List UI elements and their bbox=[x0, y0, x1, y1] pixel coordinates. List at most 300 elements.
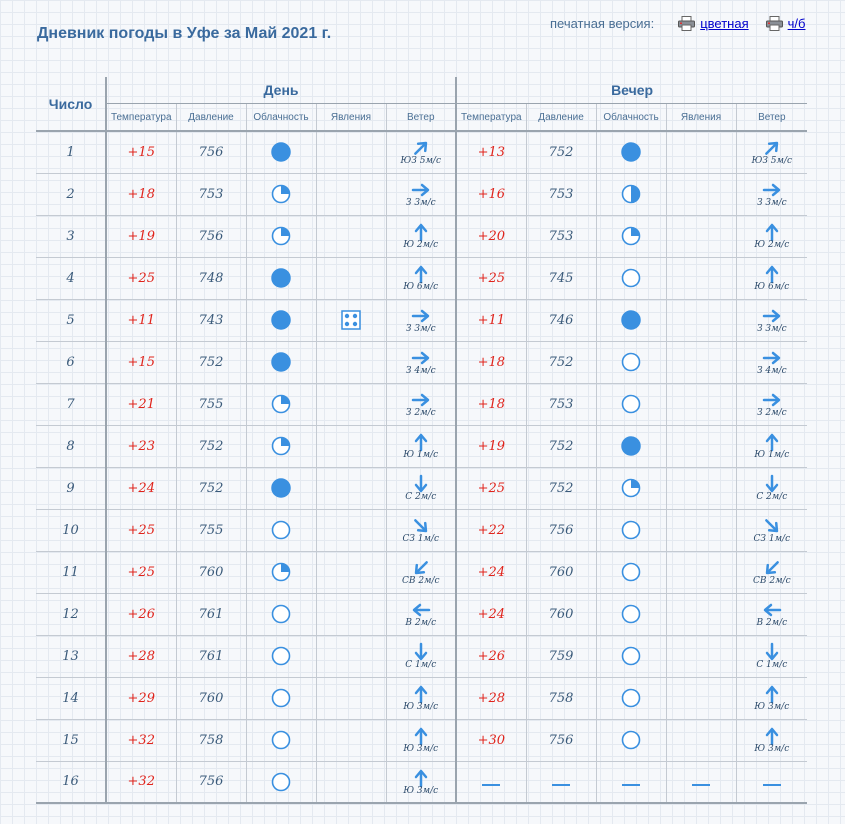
wind-arrow-icon bbox=[762, 264, 782, 284]
evening-wind-label: З 2м/с bbox=[756, 408, 787, 418]
day-number: 12 bbox=[36, 593, 106, 635]
evening-wind bbox=[736, 551, 807, 593]
day-pressure: 752 bbox=[176, 425, 246, 467]
table-row bbox=[36, 593, 807, 635]
evening-pressure: 746 bbox=[526, 299, 596, 341]
day-temperature: +32 bbox=[106, 719, 176, 761]
evening-temperature: +16 bbox=[456, 173, 526, 215]
wind-arrow-icon bbox=[762, 432, 782, 452]
cloud-partly-icon bbox=[621, 226, 641, 246]
day-wind bbox=[386, 677, 456, 719]
day-pressure: 752 bbox=[176, 341, 246, 383]
evening-wind-label: З 4м/с bbox=[756, 366, 787, 376]
empty-cell bbox=[666, 761, 736, 803]
evening-cloudiness bbox=[596, 215, 666, 257]
cloud-clear-icon bbox=[621, 688, 641, 708]
day-number: 9 bbox=[36, 467, 106, 509]
print-bw-link-label[interactable]: ч/б bbox=[787, 16, 806, 31]
day-temperature: +15 bbox=[106, 341, 176, 383]
print-color-link-label[interactable]: цветная bbox=[700, 16, 749, 31]
wind-arrow-icon bbox=[411, 138, 431, 158]
day-temperature: +11 bbox=[106, 299, 176, 341]
day-wind-label: СЗ 1м/с bbox=[402, 534, 440, 544]
table-row bbox=[36, 299, 807, 341]
evening-wind-label: С 2м/с bbox=[756, 492, 788, 502]
wind-arrow-icon bbox=[762, 390, 782, 410]
cloud-clear-icon bbox=[271, 688, 291, 708]
dash-icon bbox=[763, 784, 781, 786]
day-pressure: 753 bbox=[176, 173, 246, 215]
wind-arrow-icon bbox=[762, 306, 782, 326]
day-wind bbox=[386, 593, 456, 635]
day-wind-label: З 3м/с bbox=[405, 324, 436, 334]
day-phenomena bbox=[316, 299, 386, 341]
evening-temperature: +13 bbox=[456, 131, 526, 173]
cloud-partly-icon bbox=[271, 394, 291, 414]
table-row bbox=[36, 173, 807, 215]
day-temperature: +26 bbox=[106, 593, 176, 635]
table-row bbox=[36, 341, 807, 383]
day-pressure: 755 bbox=[176, 383, 246, 425]
day-wind bbox=[386, 173, 456, 215]
evening-cloudiness bbox=[596, 509, 666, 551]
day-cloudiness bbox=[246, 593, 316, 635]
evening-wind bbox=[736, 425, 807, 467]
evening-phenomena bbox=[666, 131, 736, 173]
wind-arrow-icon bbox=[762, 600, 782, 620]
evening-wind-label: Ю 6м/с bbox=[754, 282, 790, 292]
evening-pressure: 756 bbox=[526, 719, 596, 761]
day-wind-label: Ю 3м/с bbox=[403, 702, 439, 712]
day-phenomena bbox=[316, 173, 386, 215]
empty-cell bbox=[596, 761, 666, 803]
day-wind bbox=[386, 257, 456, 299]
day-wind bbox=[386, 131, 456, 173]
wind-arrow-icon bbox=[762, 348, 782, 368]
wind-arrow-icon bbox=[762, 516, 782, 536]
day-pressure: 743 bbox=[176, 299, 246, 341]
evening-temperature: +18 bbox=[456, 341, 526, 383]
day-pressure: 756 bbox=[176, 131, 246, 173]
day-phenomena bbox=[316, 719, 386, 761]
day-cloudiness bbox=[246, 551, 316, 593]
day-number: 15 bbox=[36, 719, 106, 761]
day-pressure: 756 bbox=[176, 215, 246, 257]
cloud-clear-icon bbox=[621, 520, 641, 540]
table-row bbox=[36, 551, 807, 593]
table-row bbox=[36, 509, 807, 551]
day-pressure: 761 bbox=[176, 593, 246, 635]
day-cloudiness bbox=[246, 215, 316, 257]
evening-wind bbox=[736, 341, 807, 383]
cloud-half-icon bbox=[621, 184, 641, 204]
table-row bbox=[36, 215, 807, 257]
wind-arrow-icon bbox=[411, 390, 431, 410]
cloud-partly-icon bbox=[271, 436, 291, 456]
weather-diary-table bbox=[36, 77, 807, 804]
evening-wind bbox=[736, 593, 807, 635]
evening-cloudiness bbox=[596, 719, 666, 761]
table-row bbox=[36, 131, 807, 173]
day-cloudiness bbox=[246, 131, 316, 173]
day-number: 13 bbox=[36, 635, 106, 677]
cloud-clear-icon bbox=[621, 730, 641, 750]
day-wind bbox=[386, 425, 456, 467]
evening-phenomena bbox=[666, 635, 736, 677]
print-color-link[interactable] bbox=[678, 16, 748, 31]
table-row bbox=[36, 635, 807, 677]
day-wind bbox=[386, 467, 456, 509]
printer-icon bbox=[766, 16, 783, 31]
day-number: 7 bbox=[36, 383, 106, 425]
evening-wind-label: Ю 1м/с bbox=[754, 450, 790, 460]
day-phenomena bbox=[316, 635, 386, 677]
day-temperature: +15 bbox=[106, 131, 176, 173]
day-number: 1 bbox=[36, 131, 106, 173]
day-phenomena bbox=[316, 677, 386, 719]
col-temp-evening: Температура bbox=[456, 104, 526, 132]
evening-pressure: 760 bbox=[526, 593, 596, 635]
print-version bbox=[550, 16, 805, 31]
day-pressure: 752 bbox=[176, 467, 246, 509]
cloud-overcast-icon bbox=[271, 478, 291, 498]
evening-temperature: +20 bbox=[456, 215, 526, 257]
evening-pressure: 753 bbox=[526, 383, 596, 425]
evening-wind-label: З 3м/с bbox=[756, 324, 787, 334]
day-phenomena bbox=[316, 509, 386, 551]
wind-arrow-icon bbox=[411, 222, 431, 242]
evening-phenomena bbox=[666, 383, 736, 425]
cloud-clear-icon bbox=[271, 730, 291, 750]
evening-temperature: +30 bbox=[456, 719, 526, 761]
cloud-clear-icon bbox=[271, 772, 291, 792]
day-phenomena bbox=[316, 383, 386, 425]
evening-phenomena bbox=[666, 299, 736, 341]
day-number: 5 bbox=[36, 299, 106, 341]
dash-icon bbox=[552, 784, 570, 786]
day-phenomena bbox=[316, 467, 386, 509]
evening-temperature: +18 bbox=[456, 383, 526, 425]
day-cloudiness bbox=[246, 677, 316, 719]
day-cloudiness bbox=[246, 299, 316, 341]
day-wind-label: З 4м/с bbox=[405, 366, 436, 376]
day-pressure: 760 bbox=[176, 551, 246, 593]
day-wind bbox=[386, 719, 456, 761]
evening-temperature: +26 bbox=[456, 635, 526, 677]
col-wind-day: Ветер bbox=[386, 104, 456, 132]
day-phenomena bbox=[316, 131, 386, 173]
evening-wind-label: В 2м/с bbox=[756, 618, 788, 628]
day-wind bbox=[386, 551, 456, 593]
evening-wind bbox=[736, 719, 807, 761]
evening-pressure: 753 bbox=[526, 215, 596, 257]
day-pressure: 755 bbox=[176, 509, 246, 551]
print-label: печатная версия: bbox=[550, 16, 655, 31]
day-wind bbox=[386, 635, 456, 677]
day-number: 14 bbox=[36, 677, 106, 719]
cloud-overcast-icon bbox=[271, 352, 291, 372]
evening-phenomena bbox=[666, 593, 736, 635]
day-wind bbox=[386, 383, 456, 425]
day-number: 6 bbox=[36, 341, 106, 383]
col-pressure-day: Давление bbox=[176, 104, 246, 132]
evening-phenomena bbox=[666, 257, 736, 299]
day-wind-label: З 2м/с bbox=[405, 408, 436, 418]
wind-arrow-icon bbox=[411, 558, 431, 578]
evening-phenomena bbox=[666, 677, 736, 719]
day-wind-label: Ю 6м/с bbox=[403, 282, 439, 292]
number-header: Число bbox=[36, 77, 106, 131]
day-temperature: +25 bbox=[106, 257, 176, 299]
evening-wind bbox=[736, 383, 807, 425]
wind-arrow-icon bbox=[411, 474, 431, 494]
evening-wind bbox=[736, 173, 807, 215]
day-phenomena bbox=[316, 593, 386, 635]
cloud-clear-icon bbox=[621, 604, 641, 624]
day-pressure: 758 bbox=[176, 719, 246, 761]
wind-arrow-icon bbox=[411, 432, 431, 452]
day-temperature: +25 bbox=[106, 509, 176, 551]
day-phenomena bbox=[316, 341, 386, 383]
empty-cell bbox=[736, 761, 807, 803]
evening-cloudiness bbox=[596, 173, 666, 215]
table-row bbox=[36, 257, 807, 299]
day-wind bbox=[386, 299, 456, 341]
day-wind-label: Ю 1м/с bbox=[403, 450, 439, 460]
day-temperature: +18 bbox=[106, 173, 176, 215]
cloud-clear-icon bbox=[271, 646, 291, 666]
day-cloudiness bbox=[246, 761, 316, 803]
rain-icon bbox=[341, 310, 361, 330]
evening-pressure: 752 bbox=[526, 425, 596, 467]
wind-arrow-icon bbox=[411, 600, 431, 620]
day-wind-label: СВ 2м/с bbox=[401, 576, 440, 586]
evening-header: Вечер bbox=[456, 77, 807, 104]
empty-cell bbox=[526, 761, 596, 803]
cloud-overcast-icon bbox=[271, 142, 291, 162]
table-row bbox=[36, 761, 807, 803]
wind-arrow-icon bbox=[411, 264, 431, 284]
dash-icon bbox=[622, 784, 640, 786]
wind-arrow-icon bbox=[762, 138, 782, 158]
evening-cloudiness bbox=[596, 131, 666, 173]
cloud-clear-icon bbox=[621, 394, 641, 414]
day-phenomena bbox=[316, 425, 386, 467]
evening-temperature: +11 bbox=[456, 299, 526, 341]
day-pressure: 756 bbox=[176, 761, 246, 803]
evening-wind bbox=[736, 467, 807, 509]
evening-pressure: 753 bbox=[526, 173, 596, 215]
evening-wind bbox=[736, 677, 807, 719]
evening-temperature: +28 bbox=[456, 677, 526, 719]
evening-wind-label: Ю 2м/с bbox=[754, 240, 790, 250]
day-wind-label: Ю 2м/с bbox=[403, 240, 439, 250]
day-temperature: +24 bbox=[106, 467, 176, 509]
table-row bbox=[36, 719, 807, 761]
wind-arrow-icon bbox=[762, 726, 782, 746]
evening-temperature: +24 bbox=[456, 551, 526, 593]
day-cloudiness bbox=[246, 341, 316, 383]
day-phenomena bbox=[316, 215, 386, 257]
evening-cloudiness bbox=[596, 257, 666, 299]
col-temp-day: Температура bbox=[106, 104, 176, 132]
cloud-clear-icon bbox=[621, 562, 641, 582]
day-wind-label: В 2м/с bbox=[405, 618, 437, 628]
evening-wind bbox=[736, 299, 807, 341]
day-cloudiness bbox=[246, 425, 316, 467]
col-cloud-evening: Облачность bbox=[596, 104, 666, 132]
cloud-overcast-icon bbox=[621, 310, 641, 330]
day-header: День bbox=[106, 77, 456, 104]
evening-cloudiness bbox=[596, 635, 666, 677]
cloud-clear-icon bbox=[621, 268, 641, 288]
table-row bbox=[36, 677, 807, 719]
day-wind bbox=[386, 761, 456, 803]
day-number: 16 bbox=[36, 761, 106, 803]
day-number: 3 bbox=[36, 215, 106, 257]
day-wind bbox=[386, 341, 456, 383]
evening-phenomena bbox=[666, 509, 736, 551]
cloud-partly-icon bbox=[271, 226, 291, 246]
day-wind-label: С 1м/с bbox=[405, 660, 437, 670]
wind-arrow-icon bbox=[762, 642, 782, 662]
evening-phenomena bbox=[666, 341, 736, 383]
evening-wind bbox=[736, 215, 807, 257]
day-temperature: +19 bbox=[106, 215, 176, 257]
evening-pressure: 758 bbox=[526, 677, 596, 719]
evening-cloudiness bbox=[596, 383, 666, 425]
wind-arrow-icon bbox=[762, 684, 782, 704]
day-number: 10 bbox=[36, 509, 106, 551]
evening-temperature: +24 bbox=[456, 593, 526, 635]
day-cloudiness bbox=[246, 467, 316, 509]
day-wind bbox=[386, 215, 456, 257]
cloud-overcast-icon bbox=[621, 142, 641, 162]
day-pressure: 760 bbox=[176, 677, 246, 719]
evening-wind-label: ЮЗ 5м/с bbox=[751, 156, 793, 167]
day-temperature: +28 bbox=[106, 635, 176, 677]
evening-phenomena bbox=[666, 551, 736, 593]
day-temperature: +29 bbox=[106, 677, 176, 719]
wind-arrow-icon bbox=[762, 474, 782, 494]
evening-phenomena bbox=[666, 215, 736, 257]
wind-arrow-icon bbox=[411, 516, 431, 536]
empty-cell bbox=[456, 761, 526, 803]
cloud-partly-icon bbox=[271, 184, 291, 204]
cloud-partly-icon bbox=[271, 562, 291, 582]
evening-cloudiness bbox=[596, 341, 666, 383]
evening-cloudiness bbox=[596, 467, 666, 509]
page-title: Дневник погоды в Уфе за Май 2021 г. bbox=[37, 25, 332, 42]
evening-temperature: +25 bbox=[456, 467, 526, 509]
cloud-overcast-icon bbox=[271, 268, 291, 288]
day-cloudiness bbox=[246, 383, 316, 425]
wind-arrow-icon bbox=[411, 726, 431, 746]
printer-icon bbox=[678, 16, 695, 31]
wind-arrow-icon bbox=[411, 180, 431, 200]
dash-icon bbox=[692, 784, 710, 786]
day-wind-label: ЮЗ 5м/с bbox=[400, 156, 442, 167]
evening-pressure: 756 bbox=[526, 509, 596, 551]
wind-arrow-icon bbox=[762, 558, 782, 578]
day-cloudiness bbox=[246, 635, 316, 677]
day-wind bbox=[386, 509, 456, 551]
evening-wind-label: СВ 2м/с bbox=[753, 576, 791, 586]
day-phenomena bbox=[316, 761, 386, 803]
col-phen-evening: Явления bbox=[666, 104, 736, 132]
evening-phenomena bbox=[666, 173, 736, 215]
day-pressure: 748 bbox=[176, 257, 246, 299]
wind-arrow-icon bbox=[411, 642, 431, 662]
day-temperature: +23 bbox=[106, 425, 176, 467]
day-phenomena bbox=[316, 551, 386, 593]
evening-temperature: +22 bbox=[456, 509, 526, 551]
table-row bbox=[36, 425, 807, 467]
evening-pressure: 752 bbox=[526, 341, 596, 383]
day-pressure: 761 bbox=[176, 635, 246, 677]
evening-wind bbox=[736, 131, 807, 173]
evening-temperature: +25 bbox=[456, 257, 526, 299]
evening-wind-label: Ю 3м/с bbox=[754, 744, 790, 754]
evening-wind-label: СЗ 1м/с bbox=[753, 534, 791, 544]
day-cloudiness bbox=[246, 257, 316, 299]
table-row bbox=[36, 467, 807, 509]
day-wind-label: Ю 3м/с bbox=[403, 744, 439, 754]
col-wind-evening: Ветер bbox=[736, 104, 807, 132]
evening-pressure: 760 bbox=[526, 551, 596, 593]
table-row bbox=[36, 383, 807, 425]
evening-cloudiness bbox=[596, 677, 666, 719]
cloud-overcast-icon bbox=[621, 436, 641, 456]
day-temperature: +21 bbox=[106, 383, 176, 425]
col-pressure-evening: Давление bbox=[526, 104, 596, 132]
day-temperature: +25 bbox=[106, 551, 176, 593]
day-number: 4 bbox=[36, 257, 106, 299]
day-number: 11 bbox=[36, 551, 106, 593]
day-cloudiness bbox=[246, 173, 316, 215]
evening-wind bbox=[736, 257, 807, 299]
day-number: 8 bbox=[36, 425, 106, 467]
evening-phenomena bbox=[666, 719, 736, 761]
print-bw-link[interactable] bbox=[766, 16, 806, 31]
cloud-partly-icon bbox=[621, 478, 641, 498]
evening-wind-label: Ю 3м/с bbox=[754, 702, 790, 712]
evening-cloudiness bbox=[596, 425, 666, 467]
wind-arrow-icon bbox=[411, 306, 431, 326]
cloud-clear-icon bbox=[271, 604, 291, 624]
cloud-clear-icon bbox=[621, 352, 641, 372]
day-cloudiness bbox=[246, 719, 316, 761]
evening-pressure: 759 bbox=[526, 635, 596, 677]
cloud-overcast-icon bbox=[271, 310, 291, 330]
day-wind-label: З 3м/с bbox=[405, 198, 436, 208]
evening-wind bbox=[736, 509, 807, 551]
evening-phenomena bbox=[666, 425, 736, 467]
day-phenomena bbox=[316, 257, 386, 299]
wind-arrow-icon bbox=[411, 768, 431, 788]
day-cloudiness bbox=[246, 509, 316, 551]
evening-pressure: 752 bbox=[526, 131, 596, 173]
evening-cloudiness bbox=[596, 593, 666, 635]
evening-pressure: 752 bbox=[526, 467, 596, 509]
evening-cloudiness bbox=[596, 299, 666, 341]
day-wind-label: Ю 3м/с bbox=[403, 785, 439, 796]
dash-icon bbox=[482, 784, 500, 786]
evening-wind-label: С 1м/с bbox=[756, 660, 788, 670]
col-cloud-day: Облачность bbox=[246, 104, 316, 132]
evening-cloudiness bbox=[596, 551, 666, 593]
col-phen-day: Явления bbox=[316, 104, 386, 132]
